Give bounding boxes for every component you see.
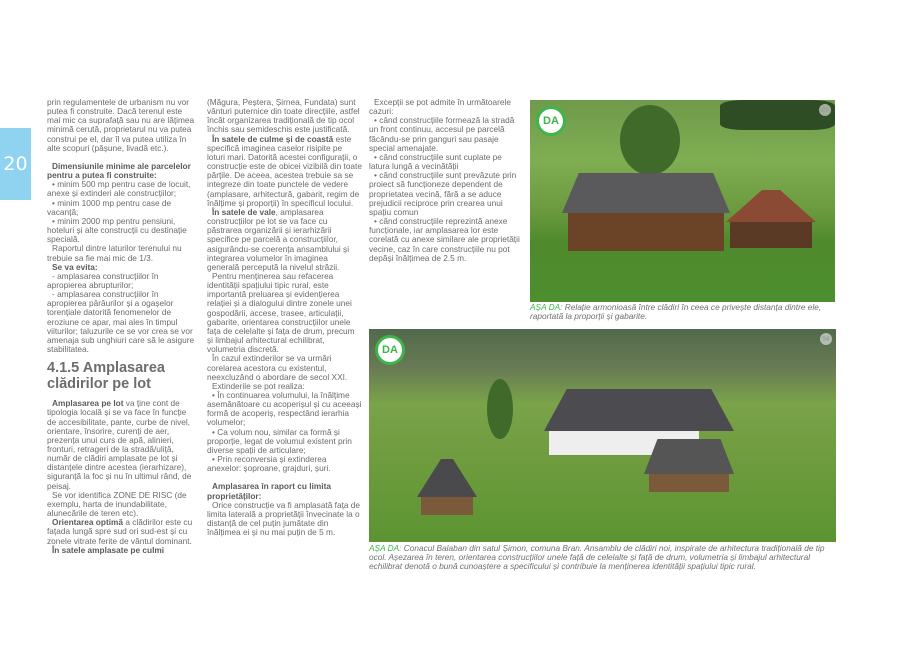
house-wall	[730, 222, 812, 248]
caption-lead: AȘA DA:	[530, 302, 563, 312]
tree-shape	[487, 379, 513, 439]
page-number-tab	[0, 128, 31, 200]
paragraph: Se vor identifica ZONE DE RISC (de exemplu, harta de inundabilitate, alunecările de teren etc).	[47, 489, 187, 519]
photo-caption	[369, 544, 839, 572]
caption-text: Relație armonioasă între clădiri în ceea ce privește distanța dintre ele, raportată la proporții și gabarite.	[530, 302, 822, 322]
text-column-2	[207, 98, 362, 537]
paragraph: Excepții se pot admite în următoarele cazuri:	[369, 97, 511, 117]
photo-balaban-manor	[369, 329, 836, 542]
tree-shape	[620, 105, 680, 175]
subheading-avoid: Se va evita:	[52, 261, 98, 272]
paragraph	[47, 399, 197, 491]
list-item: • când construcțiile sunt cuplate pe latura lungă a vecinătății	[369, 151, 502, 172]
list-item: • În continuarea volumului, la înălțime asemănătoare cu acoperișul și cu aceeași formă de acoperiș, respectând ierarhia volumelor;	[207, 390, 362, 428]
caption-lead: AȘA DA:	[369, 543, 402, 553]
paragraph: În cazul extinderilor se va urmări corelarea acestora cu existentul, neexcluzând o abordare de secol XXI.	[207, 353, 348, 382]
paragraph: Extinderile se pot realiza:	[212, 380, 305, 391]
barn-wall	[649, 474, 729, 492]
paragraph	[207, 135, 362, 208]
list-item: • minim 2000 mp pentru pensiuni, hoteluri și alte construcții cu destinație specială.	[47, 215, 187, 245]
bold-term: Orientarea optimă	[52, 517, 124, 528]
paragraph	[47, 518, 197, 545]
paragraph: Pentru menținerea sau refacerea identității spațiului tipic rural, este importantă preluarea și evidențierea relației și a dialogului dintre zonele unei gospodării, accese, trasee, articulații, gabarite, orientarea construcțiilor unele fața de celelalte și fața de drum, precum și limbajul arhitectural echilibrat, volumetria discretă.	[207, 270, 355, 355]
section-heading: 4.1.5 Amplasarea clădirilor pe lot	[47, 360, 165, 393]
list-item: - amplasarea construcțiilor în apropierea pârâurilor și a ogașelor torențiale datorită fenomenelor de eroziune ce apar, mai ales în timpul viiturilor; taluzurile ce se vor crea se vor amenaja sub unghiuri care să le asigure stabilitatea.	[47, 289, 195, 355]
subheading-dimensions: Dimensiunile minime ale parcelelor pentru a putea fi construite:	[47, 160, 191, 181]
house-roof	[544, 389, 734, 431]
photo-caption	[530, 303, 840, 321]
list-item: • când construcțiile reprezintă anexe funcționale, iar amplasarea lor este corelată cu anexe similare ale proprietății vecine, caz în care construcțiile nu pot depăși înălțimea de 2.5 m.	[369, 216, 520, 263]
house-roof	[726, 190, 816, 222]
text: , amplasarea construcțiilor pe lot se va face cu păstrarea organizării și ierarhizării specifice pe parcelă a construcțiilor, asigurându-se coerența ansamblului și integrarea volumelor în imaginea generală percepută la nivelul străzii.	[207, 206, 350, 272]
list-item: • minim 500 mp pentru case de locuit, anexe și extinderi ale construcțiilor;	[47, 179, 191, 199]
caption-text: Conacul Balaban din satul Șimon, comuna Bran. Ansamblu de clădiri noi, inspirate de arhitectura tradițională de tip ocol. Așezarea în teren, orientarea construcțiilor unele față de celelalte și față de drum, volumetria și limbajul arhitectural echilibrat denotă o bună cunoaștere a specificului și contribuie la menținerea identității spațiului tipic rural.	[369, 543, 825, 572]
approved-badge: DA	[536, 106, 566, 136]
list-item: • Ca volum nou, similar ca formă și proporție, legat de volumul existent prin diverse spații de articulare;	[207, 426, 352, 455]
page-number: 20	[3, 153, 28, 175]
paragraph	[207, 208, 362, 272]
approved-badge: DA	[375, 335, 405, 365]
barn-roof	[644, 439, 734, 474]
bold-term: Amplasarea pe lot	[52, 398, 124, 409]
paragraph: prin regulamentele de urbanism nu vor putea fi construite. Dacă terenul este mai mic ca suprafață sau nu are lățimea minimă cerută, proprietarul nu va putea construi pe el, dar îl va putea utiliza în alte scopuri (pășune, livadă etc.).	[47, 97, 195, 153]
paragraph: Orice construcție va fi amplasată fața de limita laterală a proprietății învecinate la o distanță de cel puțin jumătate din înălțimea ei și nu mai puțin de 5 m.	[207, 499, 361, 538]
list-item: • Prin reconversia și extinderea anexelor: șoproane, grajduri, șuri.	[207, 454, 331, 474]
bold-term: În satele de vale	[212, 206, 276, 217]
text: a clădirilor este cu fațada lungă spre sud ori sud-est și cu zonele vitrate ferite de vântul dominant.	[47, 517, 193, 546]
photo-wooden-houses	[530, 100, 835, 302]
bold-term: În satele de culme și de coastă	[212, 133, 334, 144]
house-wall	[568, 213, 724, 251]
list-item: • când construcțiile sunt prevăzute prin proiect să funcționeze dependent de proprietatea vecină, fără a se aduce prejudicii reciproce prin crearea unui spațiu comun	[369, 170, 517, 217]
cabin-wall	[421, 497, 473, 515]
list-item: • când construcțiile formează la stradă un front continuu, accesul pe parcelă făcându-se prin ganguri sau pasaje special amenajate.	[369, 115, 515, 153]
text-column-1	[47, 98, 197, 555]
paragraph: (Măgura, Peștera, Șirnea, Fundata) sunt vânturi puternice din toate direcțiile, astfel încât organizarea tradițională de tip ocol închis sau semideschis este justificată.	[207, 97, 360, 135]
list-item: • minim 1000 mp pentru case de vacanță;	[47, 197, 172, 217]
subheading-limits: Amplasarea în raport cu limita proprietăților:	[207, 481, 331, 501]
house-roof	[562, 173, 730, 213]
cabin-roof	[417, 459, 477, 497]
paragraph: Raportul dintre laturilor terenului nu trebuie sa fie mai mic de 1/3.	[47, 243, 182, 263]
forest-shape	[720, 100, 835, 130]
text-column-3	[369, 98, 524, 263]
text: este specifică imaginea caselor risipite pe loturi mari. Datorită acestei configurații, o construcție este de obicei vizibilă din toate părțile. De aceea, acestea trebuie sa se integreze din toate punctele de vedere (amplasare, arhitectură, gabarit, regim de înălțime și proporții) în specificul locului.	[207, 133, 362, 208]
photo-number: 93	[819, 104, 831, 116]
text: va ține cont de tipologia locală și se va face în funcție de accesibilitate, pante, curbe de nivel, orientare, însorire, curenți de aer, prezența unui curs de apă, alinieri, fronturi, retrageri de la stradă/uliță, număr de clădiri amplasate pe lot și distanțele dintre acestea (ierarhizare), siguranță la foc și nu în ultimul rând, de peisaj.	[47, 398, 192, 491]
list-item: - amplasarea construcțiilor în apropierea abrupturilor;	[47, 270, 159, 290]
photo-number: 94	[820, 333, 832, 345]
bold-term: În satele amplasate pe culmi	[52, 544, 165, 555]
